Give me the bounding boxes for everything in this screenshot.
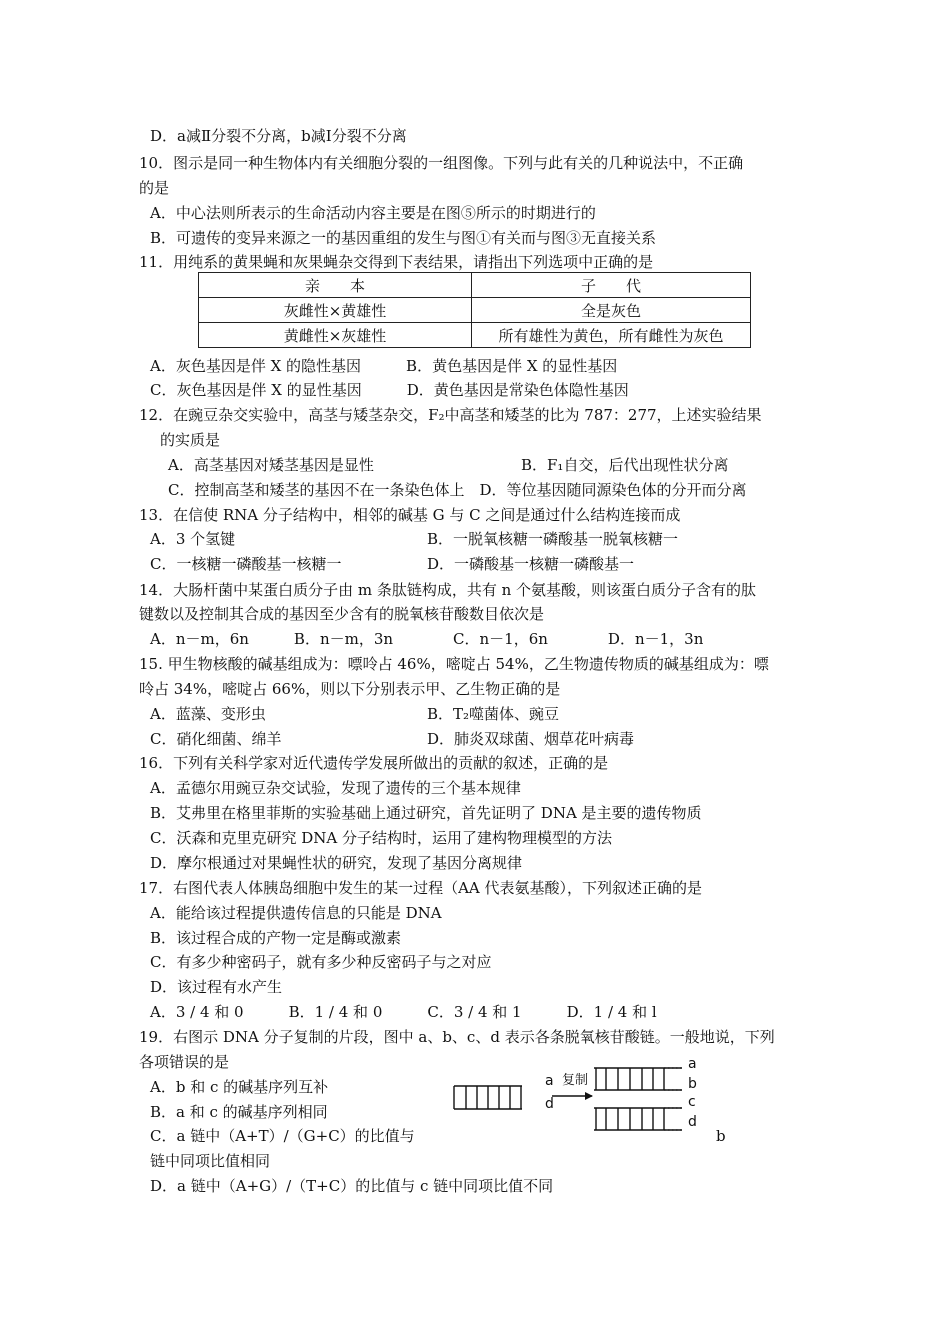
question-16: 16．下列有关科学家对近代遗传学发展所做出的贡献的叙述，正确的是: [139, 754, 609, 772]
option: C．硝化细菌、绵羊: [150, 730, 282, 748]
option: C．a 链中（A+T）/（G+C）的比值与: [150, 1127, 415, 1145]
text-line: 的是: [139, 179, 170, 197]
option: B．可遗传的变异来源之一的基因重组的发生与图①有关而与图③无直接关系: [150, 229, 657, 247]
question-17: 17．右图代表人体胰岛细胞中发生的某一过程（AA 代表氨基酸），下列叙述正确的是: [139, 879, 703, 897]
option: D．一磷酸基一核糖一磷酸基一: [427, 555, 635, 573]
option: C．沃森和克里克研究 DNA 分子结构时，运用了建构物理模型的方法: [150, 829, 612, 847]
option: A．蓝藻、变形虫: [150, 705, 266, 723]
option: B．一脱氧核糖一磷酸基一脱氧核糖一: [427, 530, 679, 548]
cross-results-table: [198, 272, 751, 348]
option: D．该过程有水产生: [150, 978, 283, 996]
table-header-cell: 亲 本: [199, 273, 472, 298]
question-14: 14．大肠杆菌中某蛋白质分子由 m 条肽链构成，共有 n 个氨基酸，则该蛋白质分子含有的肽: [139, 581, 757, 599]
question-10: 10．图示是同一种生物体内有关细胞分裂的一组图像。下列与此有关的几种说法中，不正确: [139, 154, 744, 172]
text-line: 的实质是: [160, 431, 221, 449]
option: D．肺炎双球菌、烟草花叶病毒: [427, 730, 635, 748]
option: A．能给该过程提供遗传信息的只能是 DNA: [150, 904, 442, 922]
text-line: 呤占 34%，嘧啶占 66%，则以下分别表示甲、乙生物正确的是: [139, 680, 561, 698]
option: B．T₂噬菌体、豌豆: [427, 705, 560, 723]
table-row: [199, 298, 751, 323]
option: B．艾弗里在格里菲斯的实验基础上通过研究，首先证明了 DNA 是主要的遗传物质: [150, 804, 702, 822]
table-cell: 所有雄性为黄色，所有雌性为灰色: [472, 323, 751, 348]
strand-label-d: d: [688, 1114, 697, 1130]
strand-label-a: a: [688, 1056, 697, 1072]
text-line: D．a减Ⅱ分裂不分离，b减Ⅰ分裂不分离: [150, 127, 407, 145]
table-header-cell: 子 代: [472, 273, 751, 298]
option: A．高茎基因对矮茎基因是显性: [168, 456, 374, 474]
option: A．3 个氢键: [150, 530, 236, 548]
text-line: 键数以及控制其合成的基因至少含有的脱氧核苷酸数目依次是: [139, 605, 545, 623]
table-row: [199, 323, 751, 348]
table-cell: 黄雌性×灰雄性: [199, 323, 472, 348]
strand-label-d: d: [545, 1096, 554, 1112]
option: D．a 链中（A+G）/（T+C）的比值与 c 链中同项比值不同: [150, 1177, 554, 1195]
question-15: 15. 甲生物核酸的碱基组成为：嘌呤占 46%，嘧啶占 54%，乙生物遗传物质的碱基组成为：嘌: [139, 655, 769, 673]
option: C．控制高茎和矮茎的基因不在一条染色体上 D．等位基因随同源染色体的分开而分离: [168, 481, 747, 499]
option: A．b 和 c 的碱基序列互补: [150, 1078, 329, 1096]
option: B．该过程合成的产物一定是酶或激素: [150, 929, 402, 947]
option: D．摩尔根通过对果蝇性状的研究，发现了基因分离规律: [150, 854, 523, 872]
option: A．3 / 4 和 0 B．1 / 4 和 0 C．3 / 4 和 1 D．1 / 4 和 l: [150, 1003, 657, 1021]
question-19: 19．右图示 DNA 分子复制的片段，图中 a、b、c、d 表示各条脱氧核苷酸链。一般地说，下列: [139, 1028, 775, 1046]
option: C．有多少种密码子，就有多少种反密码子与之对应: [150, 953, 492, 971]
option: B．F₁自交，后代出现性状分离: [521, 456, 729, 474]
option: C．灰色基因是伴 X 的显性基因 D．黄色基因是常染色体隐性基因: [150, 381, 629, 399]
option: A．中心法则所表示的生命活动内容主要是在图⑤所示的时期进行的: [150, 204, 596, 222]
strand-label-b: b: [688, 1076, 697, 1092]
dna-diagram-graphic: [452, 1056, 762, 1136]
replication-label: 复制: [562, 1073, 589, 1088]
dna-replication-diagram: [452, 1056, 762, 1136]
text-line: 各项错误的是: [139, 1053, 230, 1071]
table-cell: 灰雌性×黄雄性: [199, 298, 472, 323]
text-line: 链中同项比值相同: [150, 1152, 271, 1170]
option: B．a 和 c 的碱基序列相同: [150, 1103, 328, 1121]
strand-label-a: a: [545, 1073, 554, 1089]
option: A．n－m，6n B．n－m，3n C．n－1，6n D．n－1，3n: [150, 630, 704, 648]
option: A．孟德尔用豌豆杂交试验，发现了遗传的三个基本规律: [150, 779, 521, 797]
table-cell: 全是灰色: [472, 298, 751, 323]
table-row: [199, 273, 751, 298]
strand-label-c: c: [688, 1094, 696, 1110]
question-13: 13．在信使 RNA 分子结构中，相邻的碱基 G 与 C 之间是通过什么结构连接而成: [139, 506, 681, 524]
option: A．灰色基因是伴 X 的隐性基因 B．黄色基因是伴 X 的显性基因: [150, 357, 618, 375]
question-12: 12．在豌豆杂交实验中，高茎与矮茎杂交，F₂中高茎和矮茎的比为 787：277，上述实验结果: [139, 406, 762, 424]
question-11: 11．用纯系的黄果蝇和灰果蝇杂交得到下表结果，请指出下列选项中正确的是: [139, 253, 654, 271]
text-line: b: [716, 1127, 726, 1145]
option: C．一核糖一磷酸基一核糖一: [150, 555, 342, 573]
